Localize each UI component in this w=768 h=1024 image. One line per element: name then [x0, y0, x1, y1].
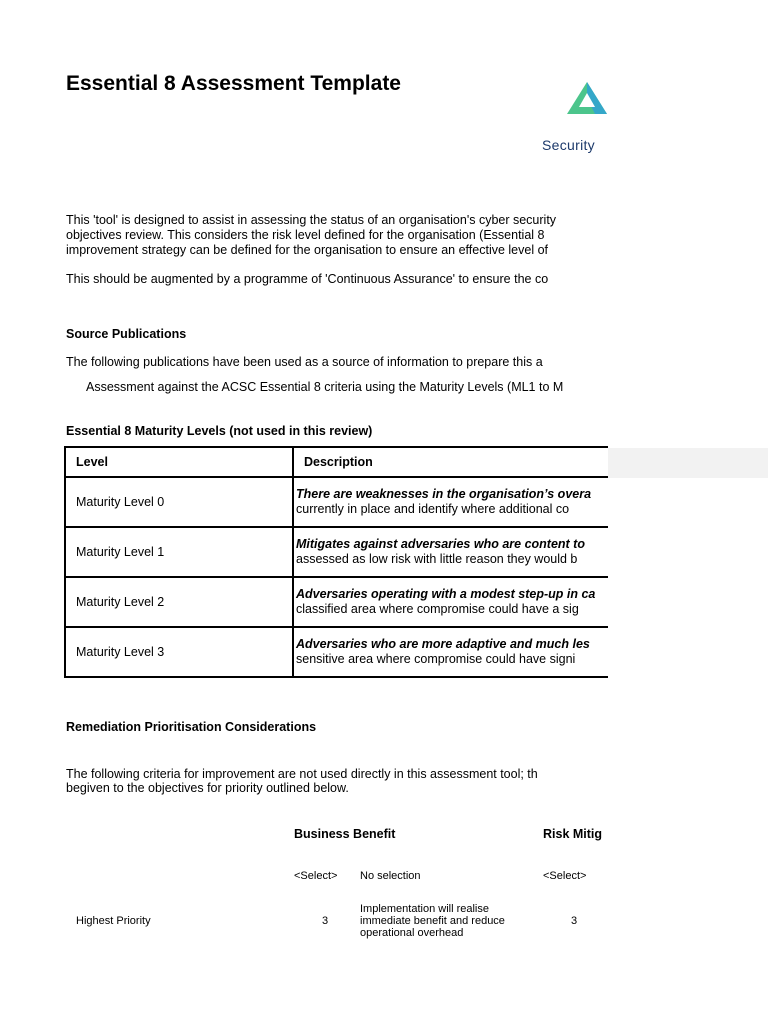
intro-line-3: improvement strategy can be defined for the organisation to ensure an effective level of: [66, 243, 549, 257]
level-cell: Maturity Level 3: [65, 627, 293, 677]
table-row: [65, 577, 608, 627]
business-score: 3: [322, 915, 329, 927]
description-bold: Adversaries operating with a modest step-up in ca: [296, 587, 596, 601]
remediation-heading: Remediation Prioritisation Considerations: [66, 720, 317, 734]
source-heading: Source Publications: [66, 327, 187, 341]
maturity-table: [64, 446, 608, 678]
description-text: currently in place and identify where additional co: [296, 502, 570, 516]
risk-score: 3: [571, 915, 578, 927]
level-cell: Maturity Level 0: [65, 477, 293, 527]
maturity-heading: Essential 8 Maturity Levels (not used in this review): [66, 424, 373, 438]
business-description: [360, 903, 505, 939]
risk-select[interactable]: <Select>: [543, 870, 587, 882]
source-item: Assessment against the ACSC Essential 8 criteria using the Maturity Levels (ML1 to M: [86, 380, 564, 394]
description-text: classified area where compromise could have a sig: [296, 602, 579, 616]
intro-line-2: objectives review. This considers the risk level defined for the organisation (Essential 8: [66, 228, 545, 242]
description-bold: Adversaries who are more adaptive and much les: [296, 637, 590, 651]
business-select[interactable]: <Select>: [294, 870, 338, 882]
risk-mitigation-header: Risk Mitig: [543, 827, 603, 841]
description-bold: There are weaknesses in the organisation’s overa: [296, 487, 592, 501]
description-cell: [293, 527, 608, 577]
page-title: Essential 8 Assessment Template: [66, 72, 401, 95]
description-text: sensitive area where compromise could have signi: [296, 652, 576, 666]
level-cell: Maturity Level 1: [65, 527, 293, 577]
col-level-header: Level: [65, 447, 293, 477]
source-text: The following publications have been used as a source of information to prepare this a: [66, 355, 543, 369]
brand-name: Security: [542, 137, 595, 153]
level-cell: Maturity Level 2: [65, 577, 293, 627]
intro-line-4: This should be augmented by a programme of 'Continuous Assurance' to ensure the co: [66, 272, 549, 286]
description-cell: [293, 477, 608, 527]
table-row: [65, 477, 608, 527]
remediation-line-1: The following criteria for improvement are not used directly in this assessment tool; th: [66, 767, 538, 781]
description-cell: [293, 627, 608, 677]
description-cell: [293, 577, 608, 627]
triangle-logo-icon: [565, 80, 608, 116]
business-benefit-header: Business Benefit: [294, 827, 396, 841]
business-desc-line-1: Implementation will realise: [360, 903, 489, 915]
remediation-line-2: begiven to the objectives for priority outlined below.: [66, 781, 349, 795]
table-row: [65, 527, 608, 577]
highest-priority-label: Highest Priority: [76, 915, 151, 927]
business-desc-line-3: operational overhead: [360, 927, 464, 939]
business-desc-line-2: immediate benefit and reduce: [360, 915, 505, 927]
no-selection-label: No selection: [360, 870, 421, 882]
col-description-header: Description: [293, 447, 608, 477]
description-text: assessed as low risk with little reason they would b: [296, 552, 578, 566]
description-bold: Mitigates against adversaries who are content to: [296, 537, 585, 551]
intro-line-1: This 'tool' is designed to assist in assessing the status of an organisation's cyber security: [66, 213, 557, 227]
table-row: [65, 627, 608, 677]
header-band-overflow: [608, 448, 768, 478]
